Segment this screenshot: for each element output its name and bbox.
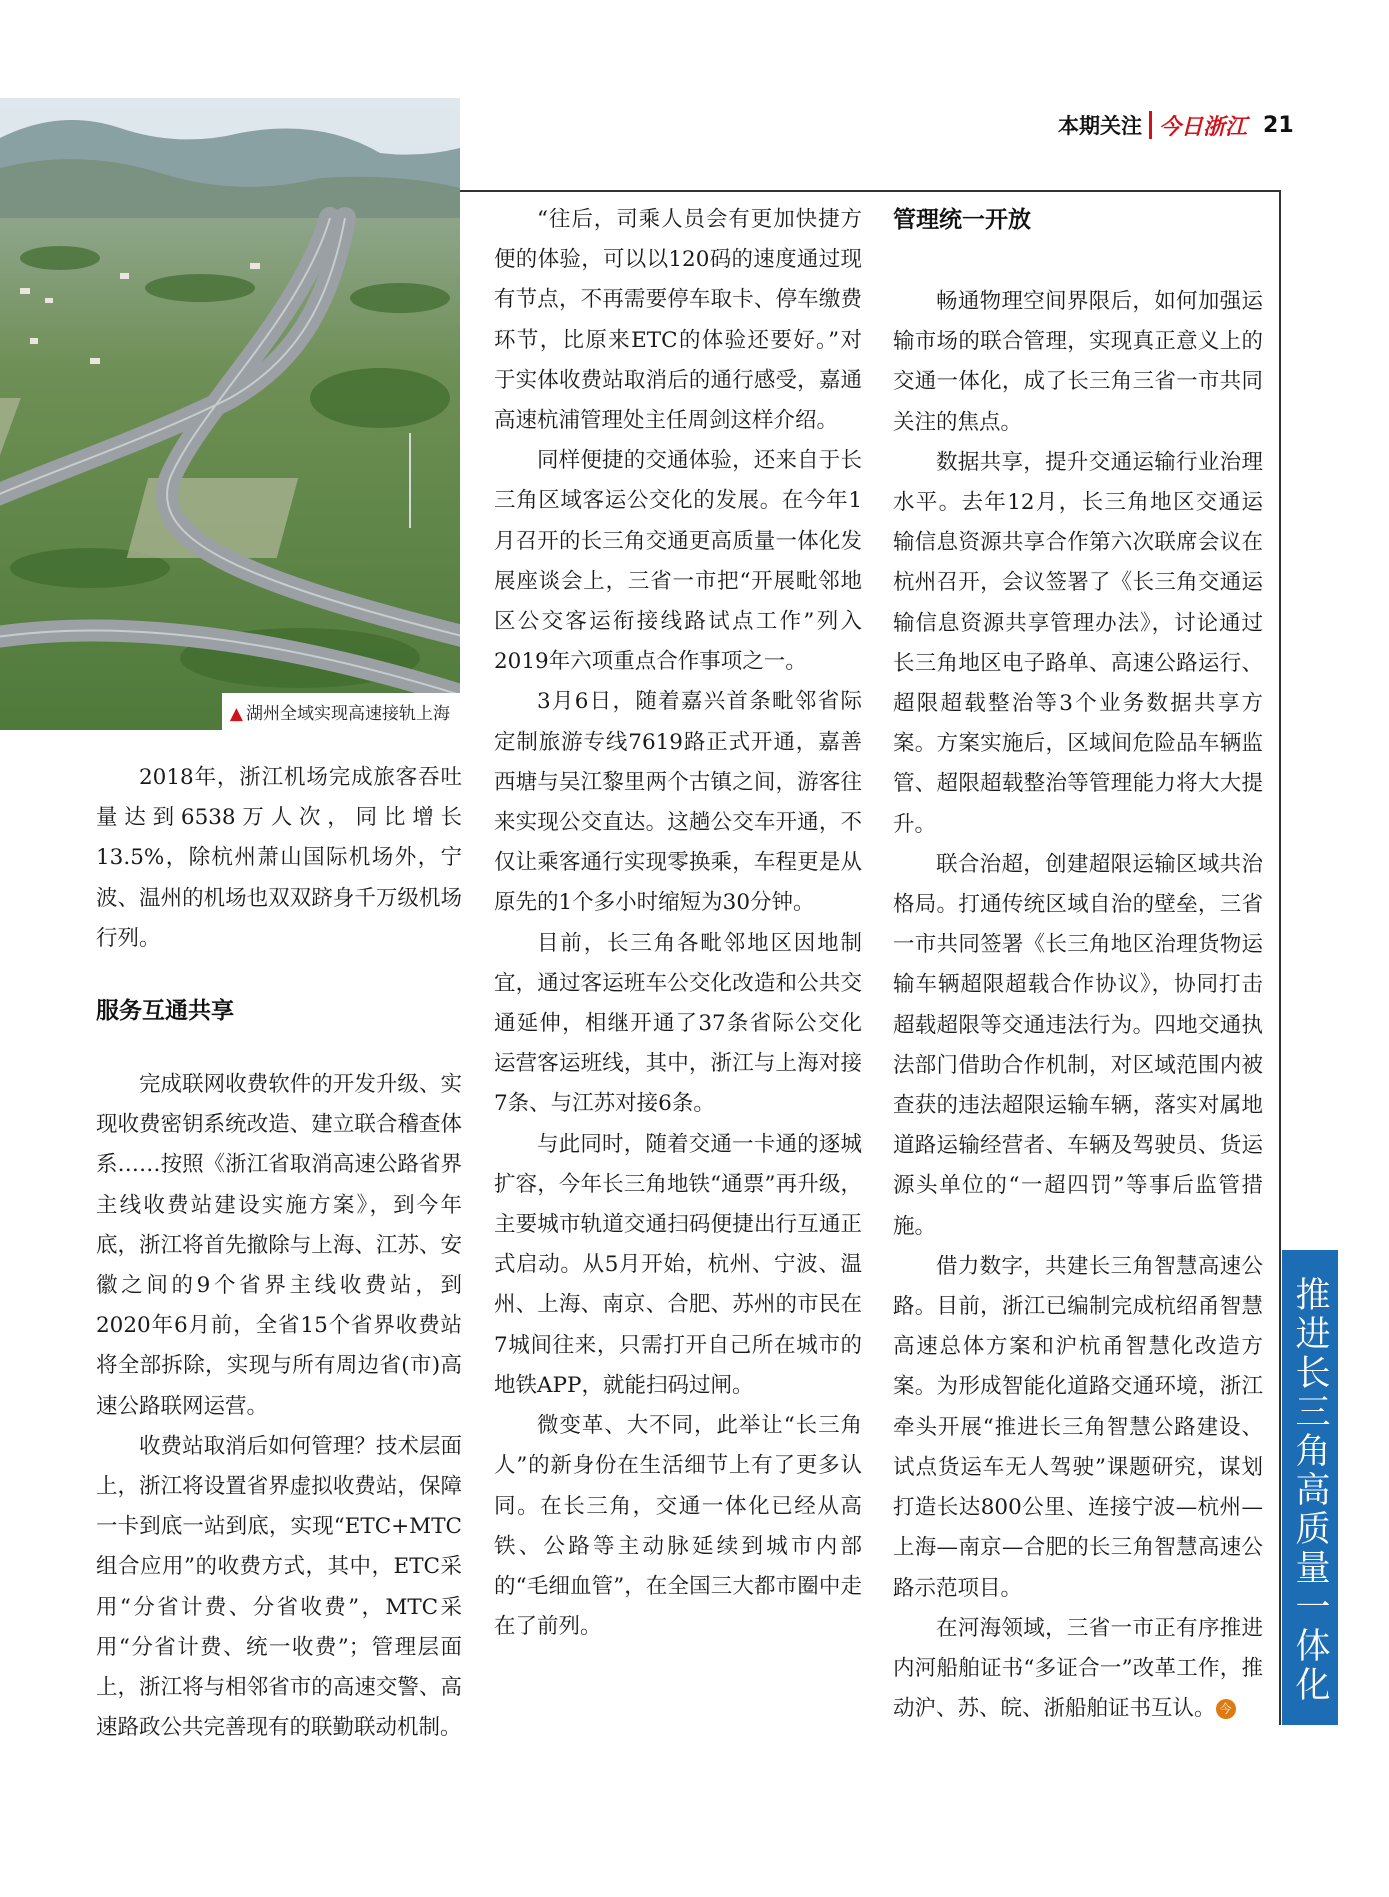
paragraph: 数据共享，提升交通运输行业治理水平。去年12月，长三角地区交通运输信息资源共享合作第六次联席会议在杭州召开，会议签署了《长三角交通运输信息资源共享管理办法》，讨论通过长三角地区电子路单、高速公路运行、超限超载整治等3个业务数据共享方案。方案实施后，区域间危险品车辆监管、超限超载整治等管理能力将大大提升。 [893, 449, 1263, 837]
highway-photo [0, 98, 460, 730]
paragraph: 畅通物理空间界限后，如何加强运输市场的联合管理，实现真正意义上的交通一体化，成了长三角三省一市共同关注的焦点。 [893, 289, 1263, 435]
section-title: 本期关注 [1058, 114, 1142, 138]
paragraph: 收费站取消后如何管理？技术层面上，浙江将设置省界虚拟收费站，保障一卡到底一站到底，实现“ETC+MTC组合应用”的收费方式，其中，ETC采用“分省计费、分省收费”，MTC采用“分省计费、统一收费”；管理层面上，浙江将与相邻省市的高速交警、高速路政公共完善现有的联勤联动机制。 [96, 1433, 462, 1741]
section-heading: 服务互通共享 [96, 998, 234, 1025]
paragraph: 2018年，浙江机场完成旅客吞吐量达到6538万人次，同比增长13.5%，除杭州萧山国际机场外，宁波、温州的机场也双双跻身千万级机场行列。 [96, 765, 462, 951]
photo-caption [222, 693, 460, 730]
column-2 [494, 200, 862, 1647]
paragraph: 联合治超，创建超限运输区域共治格局。打通传统区域自治的壁垒，三省一市共同签署《长三角地区治理货物运输车辆超限超载合作协议》，协同打击超载超限等交通违法行为。四地交通执法部门借助合作机制，对区域范围内被查获的违法超限运输车辆，落实对属地道路运输经营者、车辆及驾驶员、货运源头单位的“一超四罚”等事后监管措施。 [893, 851, 1263, 1239]
topic-sidebar-text: 推进长三角高质量一体化 [1290, 1276, 1330, 1705]
section-heading: 管理统一开放 [893, 207, 1031, 233]
paragraph: 借力数字，共建长三角智慧高速公路。目前，浙江已编制完成杭绍甬智慧高速总体方案和沪杭甬智慧化改造方案。为形成智能化道路交通环境，浙江牵头开展“推进长三角智慧公路建设、试点货运车无人驾驶”课题研究，谋划打造长达800公里、连接宁波—杭州—上海—南京—合肥的长三角智慧高速公路示范项目。 [893, 1253, 1263, 1601]
caption-text: 湖州全域实现高速接轨上海 [246, 704, 450, 724]
paragraph: 与此同时，随着交通一卡通的逐城扩容，今年长三角地铁“通票”再升级，主要城市轨道交通扫码便捷出行互通正式启动。从5月开始，杭州、宁波、温州、上海、南京、合肥、苏州的市民在7城间往来，只需打开自己所在城市的地铁APP，就能扫码过闸。 [494, 1131, 862, 1398]
magazine-logo: 今日浙江 [1159, 113, 1248, 140]
paragraph: 微变革、大不同，此举让“长三角人”的新身份在生活细节上有了更多认同。在长三角，交通一体化已经从高铁、公路等主动脉延续到城市内部的“毛细血管”，在全国三大都市圈中走在了前列。 [494, 1413, 862, 1640]
paragraph [893, 1609, 1263, 1730]
column-3 [893, 200, 1263, 1729]
page-header [1058, 110, 1294, 140]
paragraph-text: 在河海领域，三省一市正有序推进内河船舶证书“多证合一”改革工作，推动沪、苏、皖、浙船舶证书互认。 [893, 1615, 1263, 1722]
frame-top-rule [460, 190, 1280, 192]
page-number: 21 [1263, 112, 1294, 138]
paragraph: 完成联网收费软件的开发升级、实现收费密钥系统改造、建立联合稽查体系……按照《浙江省取消高速公路省界主线收费站建设实施方案》，到今年底，浙江将首先撤除与上海、江苏、安徽之间的9个省界主线收费站，到2020年6月前，全省15个省界收费站将全部拆除，实现与所有周边省(市)高速公路联网运营。 [96, 1072, 462, 1419]
paragraph: 3月6日，随着嘉兴首条毗邻省际定制旅游专线7619路正式开通，嘉善西塘与吴江黎里两个古镇之间，游客往来实现公交直达。这趟公交车开通，不仅让乘客通行实现零换乘，车程更是从原先的1个多小时缩短为30分钟。 [494, 689, 862, 916]
paragraph: “往后，司乘人员会有更加快捷方便的体验，可以以120码的速度通过现有节点，不再需要停车取卡、停车缴费环节，比原来ETC的体验还要好。”对于实体收费站取消后的通行感受，嘉通高速杭浦管理处主任周剑这样介绍。 [494, 207, 862, 434]
end-mark-icon: 今 [1216, 1699, 1236, 1719]
triangle-icon: ▲ [229, 704, 243, 724]
paragraph: 同样便捷的交通体验，还来自于长三角区域客运公交化的发展。在今年1月召开的长三角交通更高质量一体化发展座谈会上，三省一市把“开展毗邻地区公交客运衔接线路试点工作”列入2019年六项重点合作事项之一。 [494, 448, 862, 675]
highway-aerial-image [0, 98, 460, 730]
topic-sidebar-tab [1282, 1250, 1338, 1725]
header-divider [1149, 111, 1152, 139]
frame-right-rule [1279, 190, 1281, 1725]
column-1 [96, 758, 462, 1748]
paragraph: 目前，长三角各毗邻地区因地制宜，通过客运班车公交化改造和公共交通延伸，相继开通了37条省际公交化运营客运班线，其中，浙江与上海对接7条、与江苏对接6条。 [494, 930, 862, 1117]
